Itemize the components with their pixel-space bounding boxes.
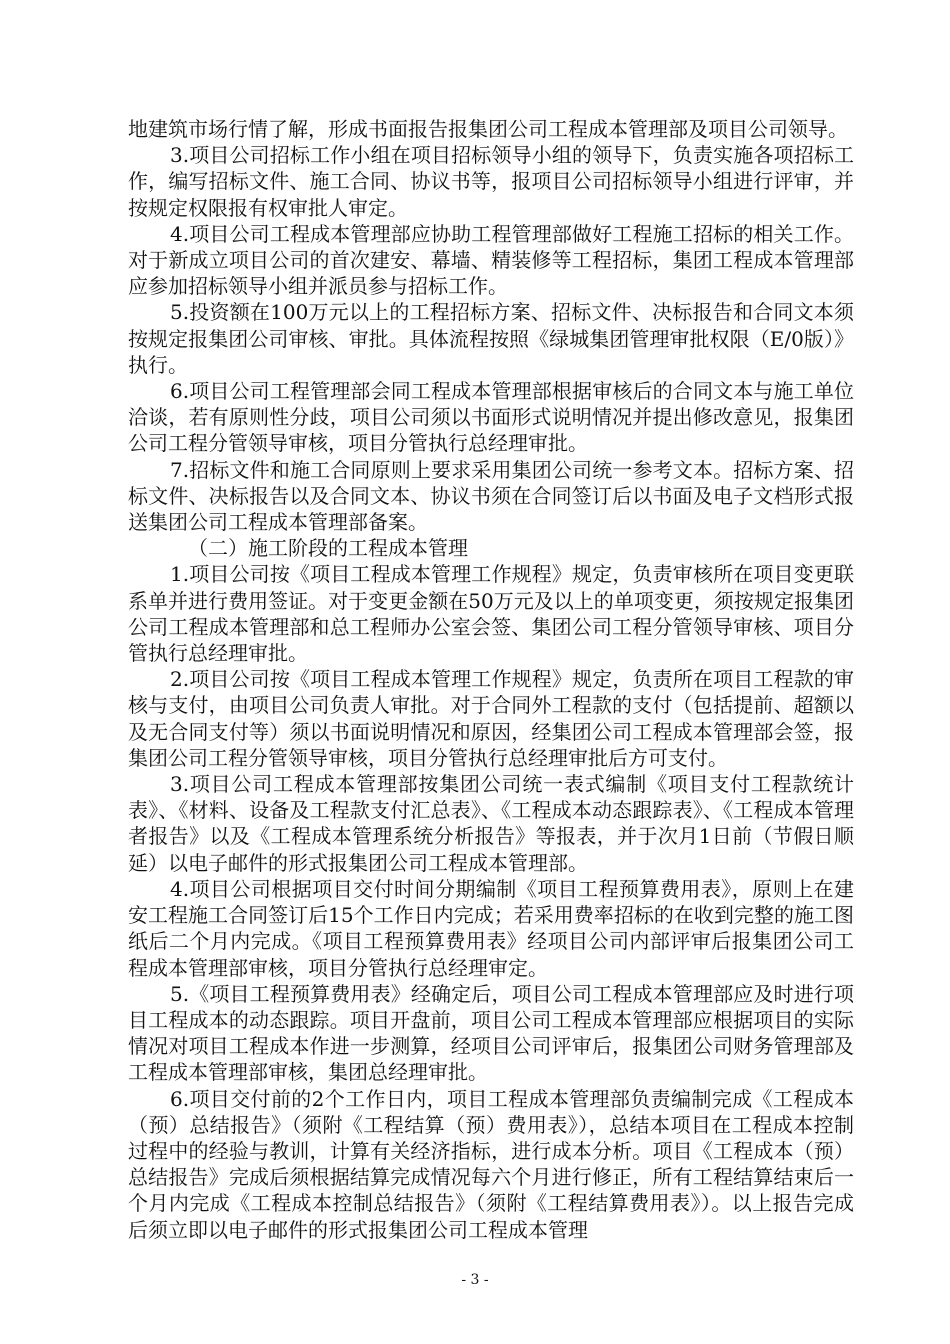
section-heading: （二）施工阶段的工程成本管理 — [188, 536, 468, 561]
paragraph-construction-1: 1.项目公司按《项目工程成本管理工作规程》规定，负责审核所在项目变更联系单并进行费用签证。对于变更金额在50万元及以上的单项变更，须按规定报集团公司工程成本管理部和总工程师办公室会签、集团公司工程分管领导审核、项目分管执行总经理审批。 — [128, 562, 854, 666]
paragraph-construction-2: 2.项目公司按《项目工程成本管理工作规程》规定，负责所在项目工程款的审核与支付，由项目公司负责人审批。对于合同外工程款的支付（包括提前、超额以及无合同支付等）须以书面说明情况和原因，经集团公司工程成本管理部会签，报集团公司工程分管领导审核，项目分管执行总经理审批后方可支付。 — [128, 667, 854, 770]
paragraph-item-4: 4.项目公司工程成本管理部应协助工程管理部做好工程施工招标的相关工作。对于新成立项目公司的首次建安、幕墙、精装修等工程招标，集团工程成本管理部应参加招标领导小组并派员参与招标工作。 — [128, 221, 854, 299]
body-text — [128, 116, 854, 1243]
paragraph-construction-4: 4.项目公司根据项目交付时间分期编制《项目工程预算费用表》，原则上在建安工程施工合同签订后15个工作日内完成；若采用费率招标的在收到完整的施工图纸后二个月内完成。《项目工程预算费用表》经项目公司内部评审后报集团公司工程成本管理部审核，项目分管执行总经理审定。 — [128, 876, 854, 980]
paragraph-continuation: 地建筑市场行情了解，形成书面报告报集团公司工程成本管理部及项目公司领导。 — [128, 117, 848, 141]
paragraph-construction-6: 6.项目交付前的2个工作日内，项目工程成本管理部负责编制完成《工程成本（预）总结报告》（须附《工程结算（预）费用表》），总结本项目在工程成本控制过程中的经验与教训，计算有关经济指标，进行成本分析。项目《工程成本（预）总结报告》完成后须根据结算完成情况每六个月进行修正，所有工程结算结束后一个月内完成《工程成本控制总结报告》（须附《工程结算费用表》）。以上报告完成后须立即以电子邮件的形式报集团公司工程成本管理 — [128, 1086, 854, 1242]
paragraph-item-3: 3.项目公司招标工作小组在项目招标领导小组的领导下，负责实施各项招标工作，编写招标文件、施工合同、协议书等，报项目公司招标领导小组进行评审，并按规定权限报有权审批人审定。 — [128, 143, 854, 220]
paragraph-item-7: 7.招标文件和施工合同原则上要求采用集团公司统一参考文本。招标方案、招标文件、决标报告以及合同文本、协议书须在合同签订后以书面及电子文档形式报送集团公司工程成本管理部备案。 — [128, 457, 854, 535]
paragraph-item-6: 6.项目公司工程管理部会同工程成本管理部根据审核后的合同文本与施工单位洽谈，若有原则性分歧，项目公司须以书面形式说明情况并提出修改意见，报集团公司工程分管领导审核，项目分管执行总经理审批。 — [128, 379, 854, 456]
paragraph-construction-3: 3.项目公司工程成本管理部按集团公司统一表式编制《项目支付工程款统计表》、《材料、设备及工程款支付汇总表》、《工程成本动态跟踪表》、《工程成本管理者报告》以及《工程成本管理系统分析报告》等报表，并于次月1日前（节假日顺延）以电子邮件的形式报集团公司工程成本管理部。 — [128, 772, 854, 875]
paragraph-item-5: 5.投资额在100万元以上的工程招标方案、招标文件、决标报告和合同文本须按规定报集团公司审核、审批。具体流程按照《绿城集团管理审批权限（E/0版）》执行。 — [128, 300, 854, 377]
paragraph-construction-5: 5.《项目工程预算费用表》经确定后，项目公司工程成本管理部应及时进行项目工程成本的动态跟踪。项目开盘前，项目公司工程成本管理部应根据项目的实际情况对项目工程成本作进一步测算，经项目公司评审后，报集团公司财务管理部及工程成本管理部审核，集团总经理审批。 — [128, 981, 854, 1085]
page-number: - 3 - — [461, 1272, 489, 1288]
